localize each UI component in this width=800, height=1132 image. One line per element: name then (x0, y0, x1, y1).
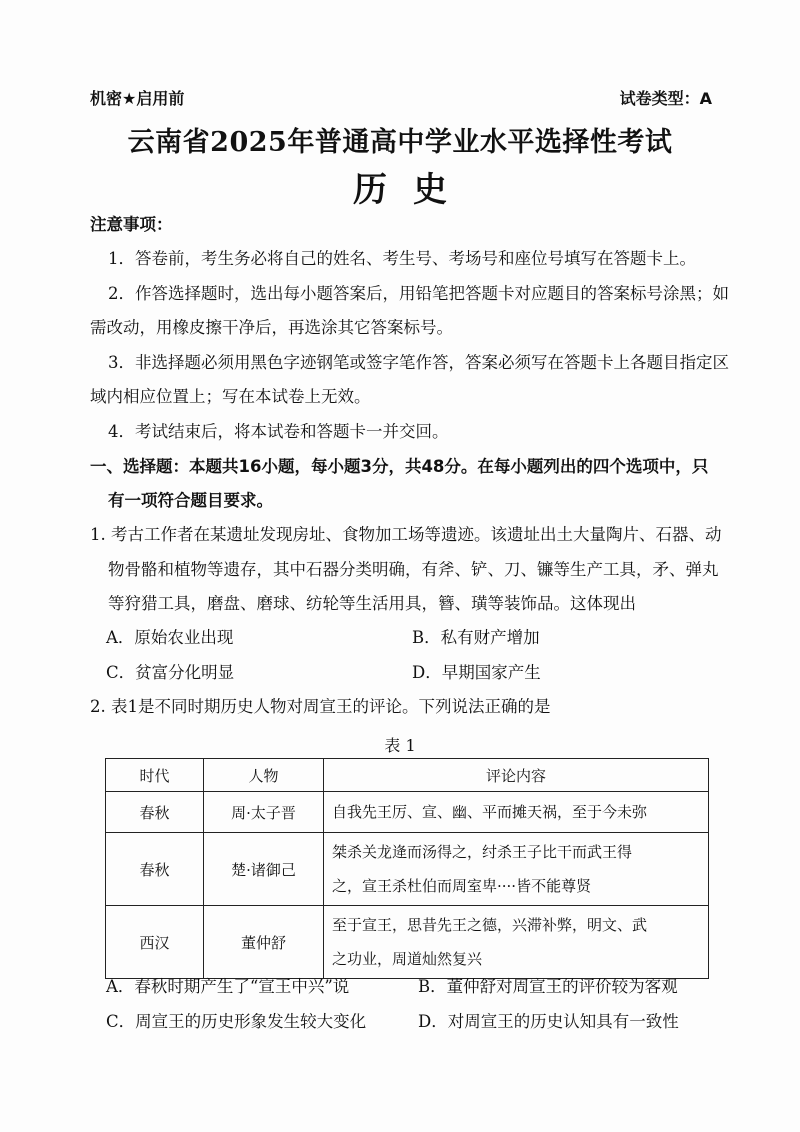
comment-line: 至于宣王，思昔先王之德，兴滞补弊，明文、武 (332, 916, 648, 934)
table-cell-person: 周·太子晋 (204, 792, 324, 833)
notice-item-3-line-2: 域内相应位置上；写在本试卷上无效。 (90, 387, 371, 406)
table-cell-comment (324, 833, 709, 906)
table-row (106, 792, 709, 833)
comment-line: 之功业，周道灿然复兴 (332, 950, 483, 968)
q1-option-c: C．贫富分化明显 (106, 663, 235, 682)
table-cell-era: 春秋 (106, 792, 204, 833)
confidential-label: 机密★启用前 (90, 89, 185, 108)
section-1-heading-line-2: 有一项符合题目要求。 (108, 491, 273, 510)
q2-stem: 2. 表1是不同时期历史人物对周宣王的评论。下列说法正确的是 (90, 697, 551, 716)
notice-heading: 注意事项： (90, 215, 173, 234)
table-header-row (106, 759, 709, 792)
table-cell-comment (324, 792, 709, 833)
q2-option-a: A．春秋时期产生了“宣王中兴”说 (106, 977, 350, 996)
q1-option-a: A．原始农业出现 (106, 628, 234, 647)
exam-title: 云南省2025年普通高中学业水平选择性考试 (127, 127, 673, 158)
table-cell-comment (324, 906, 709, 979)
table-cell-person: 董仲舒 (204, 906, 324, 979)
table-header-person: 人物 (204, 759, 324, 792)
table-cell-person: 楚·诸御己 (204, 833, 324, 906)
table-header-comment: 评论内容 (324, 759, 709, 792)
q2-option-b: B．董仲舒对周宣王的评价较为客观 (418, 977, 678, 996)
table-caption: 表 1 (384, 736, 416, 755)
comment-line: 自我先王厉、宣、幽、平而摊天祸，至于今未弥 (332, 803, 648, 821)
notice-item-2-line-2: 需改动，用橡皮擦干净后，再选涂其它答案标号。 (90, 318, 453, 337)
q1-option-d: D．早期国家产生 (412, 663, 541, 682)
q2-option-d: D．对周宣王的历史认知具有一致性 (418, 1012, 679, 1031)
q1-stem-line-2: 物骨骼和植物等遗存，其中石器分类明确，有斧、铲、刀、镰等生产工具，矛、弹丸 (108, 560, 719, 579)
q1-stem-line-1: 1. 考古工作者在某遗址发现房址、食物加工场等遗迹。该遗址出土大量陶片、石器、动 (90, 525, 722, 544)
notice-item-3-line-1: 3．非选择题必须用黑色字迹钢笔或签字笔作答，答案必须写在答题卡上各题目指定区 (108, 353, 729, 372)
q1-option-b: B．私有财产增加 (412, 628, 540, 647)
notice-item-4: 4．考试结束后，将本试卷和答题卡一并交回。 (108, 422, 449, 441)
comment-line: 之，宣王杀杜伯而周室卑····皆不能尊贤 (332, 877, 592, 895)
q2-option-c: C．周宣王的历史形象发生较大变化 (106, 1012, 367, 1031)
table-cell-era: 西汉 (106, 906, 204, 979)
table-1 (105, 758, 709, 979)
table-header-era: 时代 (106, 759, 204, 792)
table-row (106, 906, 709, 979)
subject-title: 历史 (353, 170, 473, 210)
q1-stem-line-3: 等狩猎工具，磨盘、磨球、纺轮等生活用具，簪、璜等装饰品。这体现出 (108, 594, 636, 613)
table-row (106, 833, 709, 906)
paper-type-label: 试卷类型：A (619, 89, 712, 108)
comment-line: 桀杀关龙逄而汤得之，纣杀王子比干而武王得 (332, 843, 633, 861)
table-cell-era: 春秋 (106, 833, 204, 906)
notice-item-2-line-1: 2．作答选择题时，选出每小题答案后，用铅笔把答题卡对应题目的答案标号涂黑；如 (108, 284, 729, 303)
notice-item-1: 1．答卷前，考生务必将自己的姓名、考生号、考场号和座位号填写在答题卡上。 (108, 249, 696, 268)
section-1-heading: 一、选择题：本题共16小题，每小题3分，共48分。在每小题列出的四个选项中，只 (90, 457, 709, 476)
